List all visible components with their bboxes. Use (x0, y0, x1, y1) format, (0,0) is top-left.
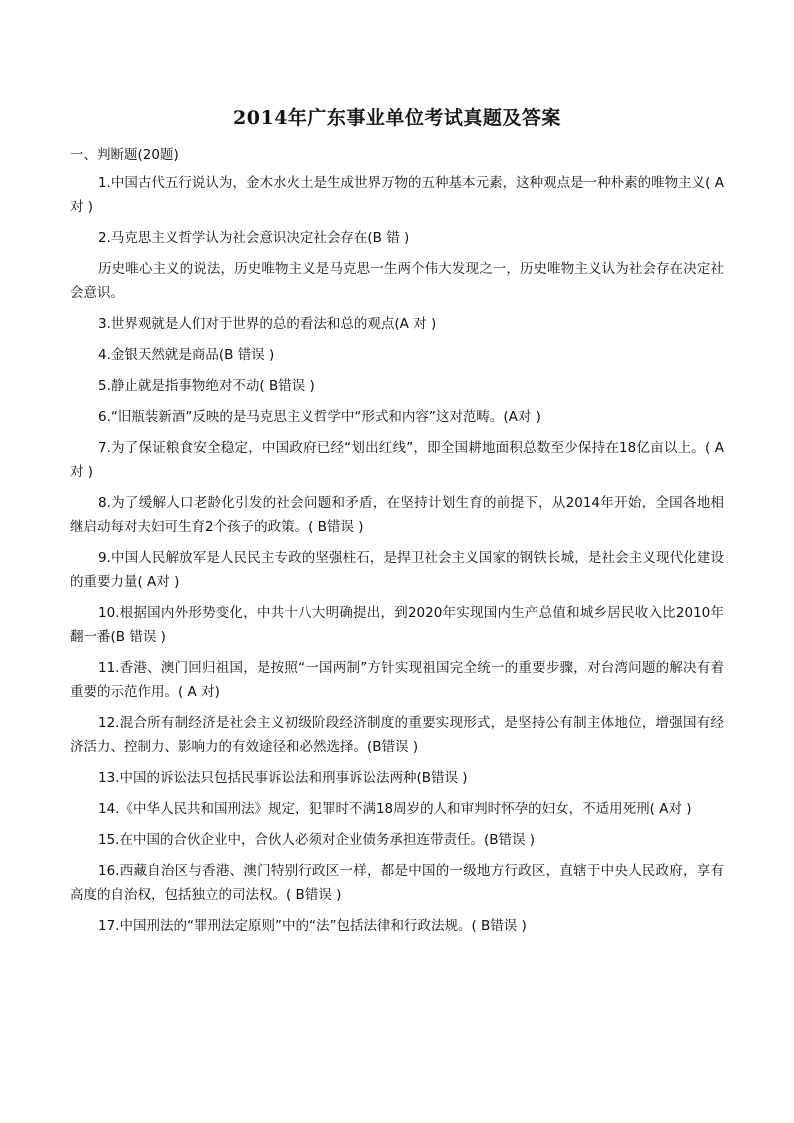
question-item: 2.马克思主义哲学认为社会意识决定社会存在(B 错 ) (98, 230, 410, 246)
question-item: 16.西藏自治区与香港、澳门特别行政区一样，都是中国的一级地方行政区，直辖于中央人民政府，享有高度的自治权，包括独立的司法权。( B错误 ) (70, 863, 724, 903)
explanation-paragraph: 历史唯心主义的说法，历史唯物主义是马克思一生两个伟大发现之一，历史唯物主义认为社会存在决定社会意识。 (70, 261, 724, 301)
question-item: 6.“旧瓶装新酒”反映的是马克思主义哲学中“形式和内容”这对范畴。(A对 ) (98, 409, 541, 425)
question-item: 13.中国的诉讼法只包括民事诉讼法和刑事诉讼法两种(B错误 ) (98, 770, 468, 786)
question-item: 11.香港、澳门回归祖国，是按照“一国两制”方针实现祖国完全统一的重要步骤，对台湾问题的解决有着重要的示范作用。( A 对) (70, 660, 724, 700)
question-item: 14.《中华人民共和国刑法》规定，犯罪时不满18周岁的人和审判时怀孕的妇女，不适用死刑( A对 ) (98, 801, 692, 817)
question-item: 7.为了保证粮食安全稳定，中国政府已经“划出红线”，即全国耕地面积总数至少保持在18亿亩以上。( A对 ) (70, 440, 724, 480)
question-item: 15.在中国的合伙企业中，合伙人必须对企业债务承担连带责任。(B错误 ) (98, 832, 536, 848)
question-item: 9.中国人民解放军是人民民主专政的坚强柱石，是捍卫社会主义国家的钢铁长城，是社会主义现代化建设的重要力量( A对 ) (70, 550, 724, 590)
question-item: 17.中国刑法的“罪刑法定原则”中的“法”包括法律和行政法规。( B错误 ) (98, 918, 527, 934)
document-title: 2014年广东事业单位考试真题及答案 (233, 107, 561, 129)
question-item: 12.混合所有制经济是社会主义初级阶段经济制度的重要实现形式，是坚持公有制主体地位，增强国有经济活力、控制力、影响力的有效途径和必然选择。(B错误 ) (70, 715, 724, 755)
question-list (70, 171, 724, 945)
question-item: 4.金银天然就是商品(B 错误 ) (98, 347, 275, 363)
section-heading: 一、判断题(20题) (70, 147, 179, 163)
question-item: 1.中国古代五行说认为，金木水火土是生成世界万物的五种基本元素，这种观点是一种朴素的唯物主义( A对 ) (70, 175, 724, 215)
question-item: 5.静止就是指事物绝对不动( B错误 ) (98, 378, 315, 394)
question-item: 3.世界观就是人们对于世界的总的看法和总的观点(A 对 ) (98, 316, 437, 332)
question-item: 8.为了缓解人口老龄化引发的社会问题和矛盾，在坚持计划生育的前提下，从2014年开始，全国各地相继启动每对夫妇可生育2个孩子的政策。( B错误 ) (70, 495, 724, 535)
question-item: 10.根据国内外形势变化，中共十八大明确提出，到2020年实现国内生产总值和城乡居民收入比2010年翻一番(B 错误 ) (70, 605, 724, 645)
